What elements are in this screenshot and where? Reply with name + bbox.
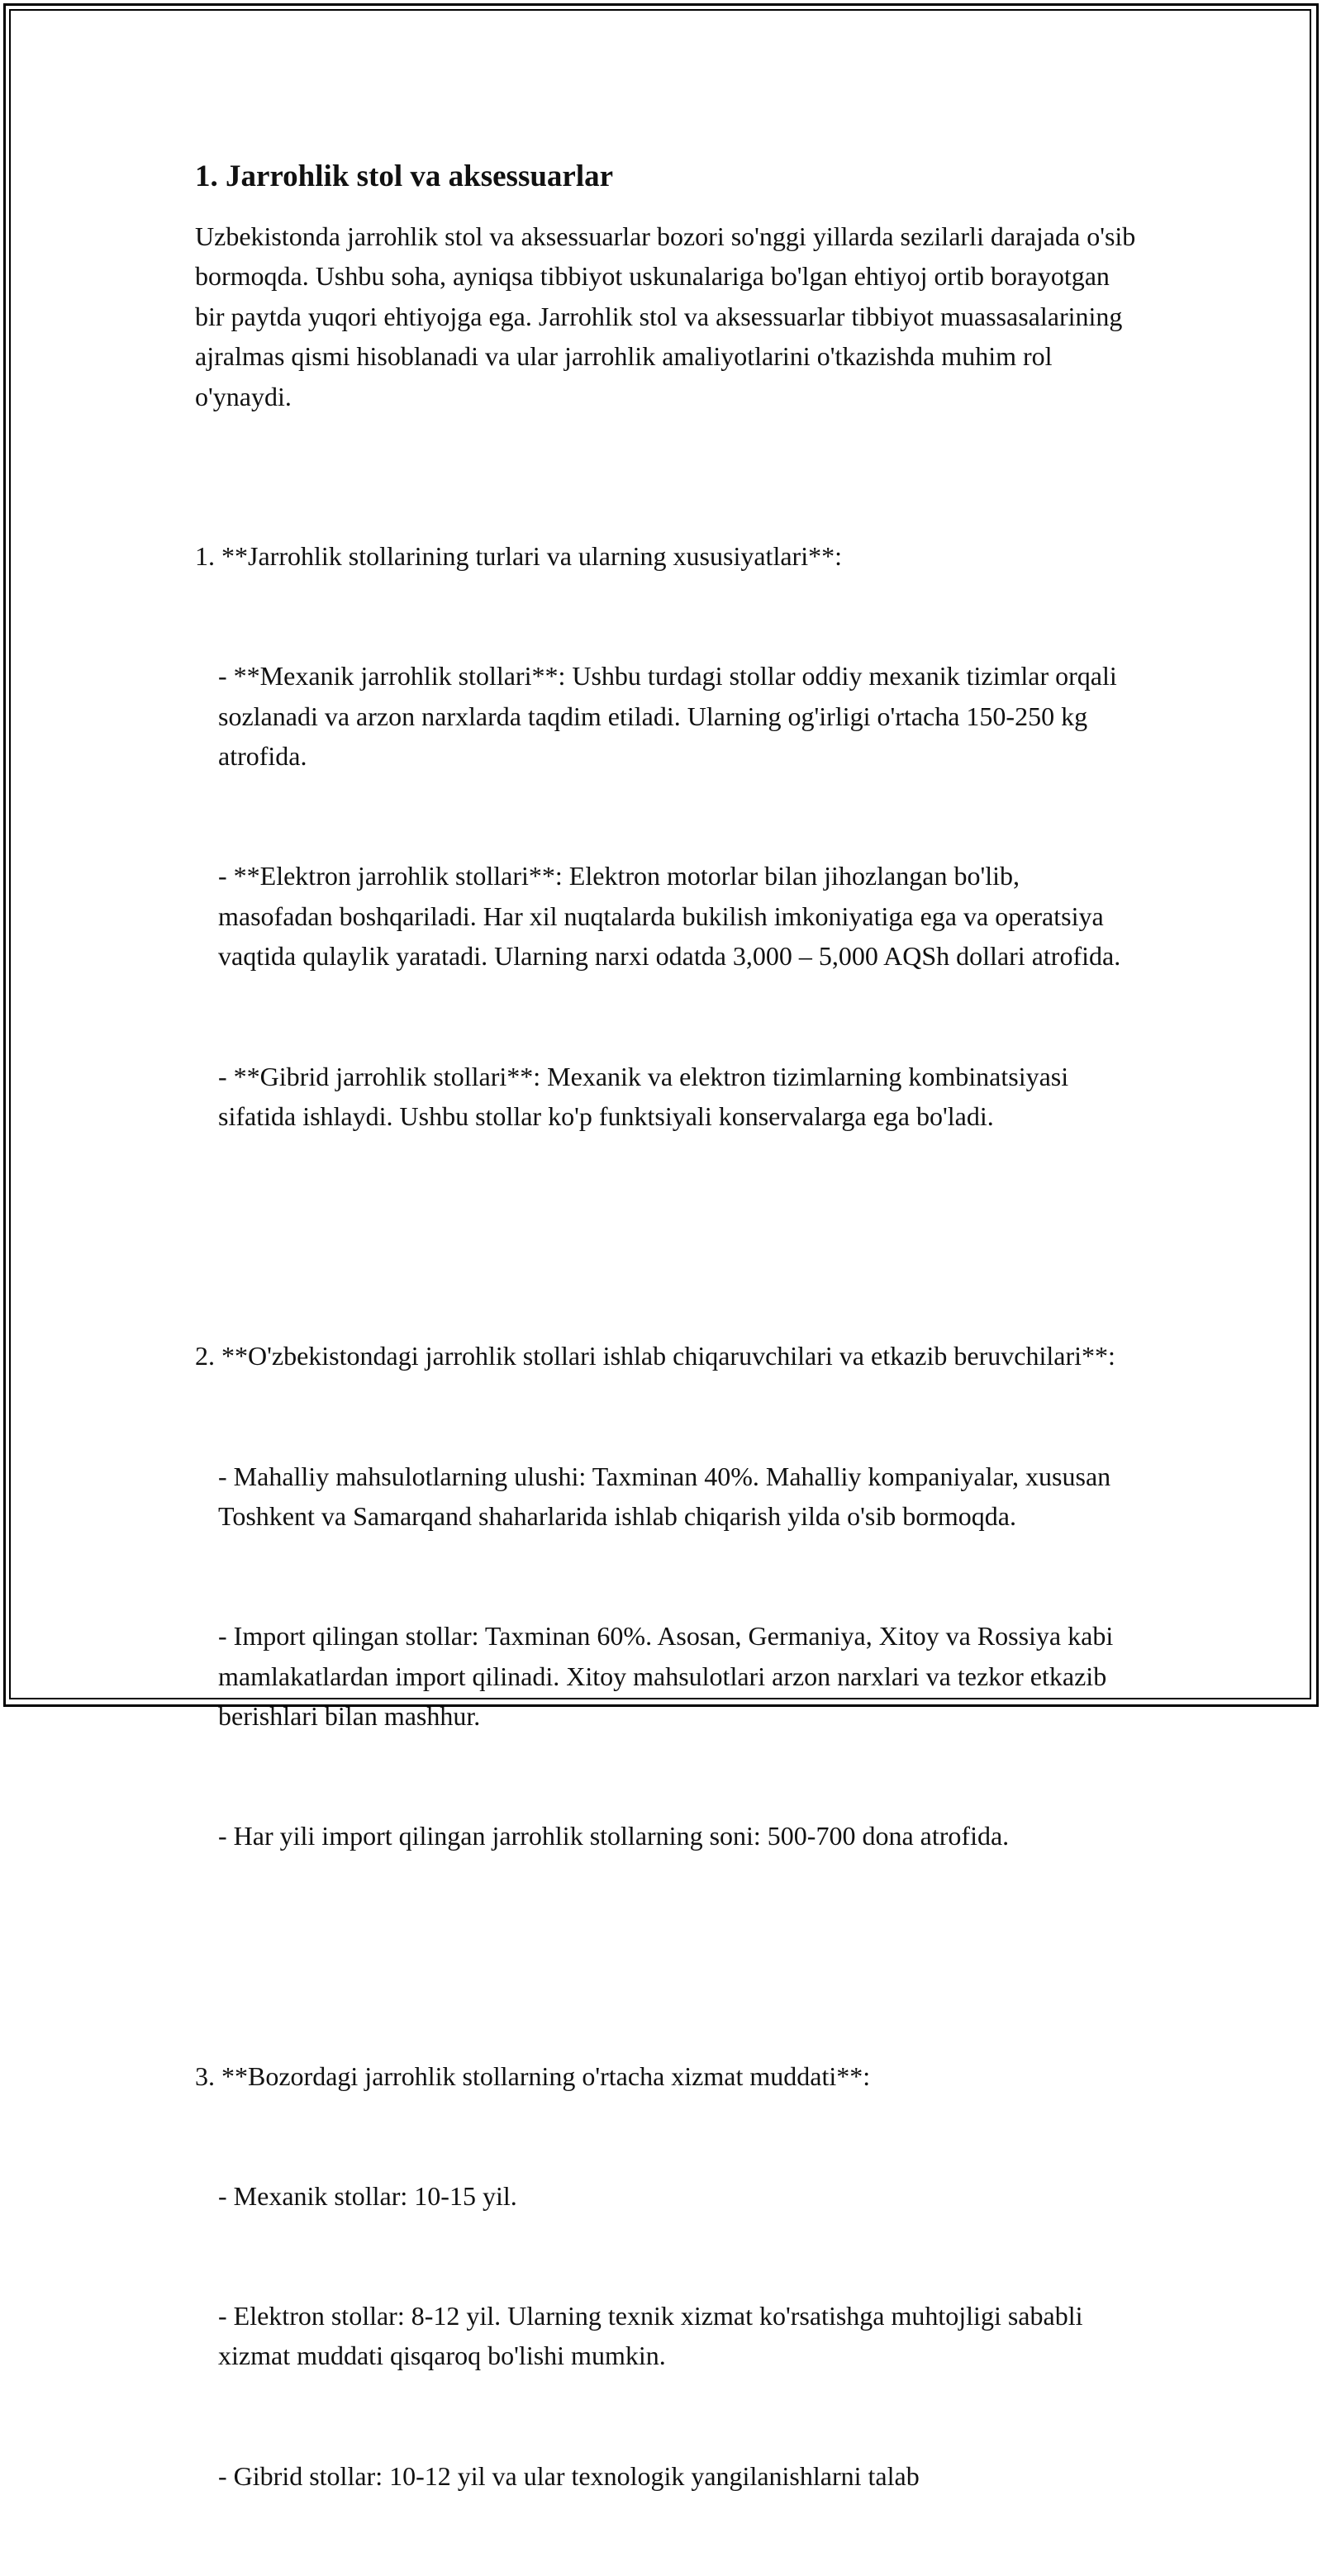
section-3-item-3: - Gibrid stollar: 10-12 yil va ular texnologik yangilanishlarni talab bbox=[218, 2460, 920, 2491]
section-3-item-2: - Elektron stollar: 8-12 yil. Ularning texnik xizmat ko'rsatishga muhtojligi sababli xizmat muddati qisqaroq bo'lishi mumkin. bbox=[218, 2301, 1090, 2371]
section-2-title: 2. **O'zbekistondagi jarrohlik stollari ishlab chiqaruvchilari va etkazib beruvchilari**: bbox=[195, 1341, 1115, 1371]
section-1 bbox=[195, 456, 1137, 1216]
section-1-item-3: - **Gibrid jarrohlik stollari**: Mexanik va elektron tizimlarning kombinatsiyasi sifatida ishlaydi. Ushbu stollar ko'p funktsiyali konservalarga ega bo'ladi. bbox=[218, 1061, 1076, 1131]
section-2 bbox=[195, 1257, 1137, 1937]
intro-paragraph: Uzbekistonda jarrohlik stol va aksessuarlar bozori so'nggi yillarda sezilarli darajada o'sib bormoqda. Ushbu soha, ayniqsa tibbiyot uskunalariga bo'lgan ehtiyoj ortib borayotgan bir paytda yuqori ehtiyojga ega. Jarrohlik stol va aksessuarlar tibbiyot muassasalarining ajralmas qismi hisoblanadi va ular jarrohlik amaliyotlarini o'tkazishda muhim rol o'ynaydi. bbox=[195, 221, 1143, 411]
section-3-title: 3. **Bozordagi jarrohlik stollarning o'rtacha xizmat muddati**: bbox=[195, 2060, 871, 2091]
section-3-item-1: - Mexanik stollar: 10-15 yil. bbox=[218, 2180, 517, 2211]
section-3 bbox=[195, 1976, 1137, 2576]
document-heading: 1. Jarrohlik stol va aksessuarlar bbox=[195, 159, 614, 193]
section-2-item-2: - Import qilingan stollar: Taxminan 60%. Asosan, Germaniya, Xitoy va Rossiya kabi mamlakatlardan import qilinadi. Xitoy mahsulotlari arzon narxlari va tezkor etkazib berishlari bilan mashhur. bbox=[218, 1621, 1120, 1731]
section-2-item-3: - Har yili import qilingan jarrohlik stollarning soni: 500-700 dona atrofida. bbox=[218, 1821, 1010, 1851]
document-body bbox=[195, 155, 1143, 2576]
section-2-item-1: - Mahalliy mahsulotlarning ulushi: Taxminan 40%. Mahalliy kompaniyalar, xususan Toshkent va Samarqand shaharlarida ishlab chiqarish yilda o'sib bormoqda. bbox=[218, 1461, 1117, 1531]
section-1-item-2: - **Elektron jarrohlik stollari**: Elektron motorlar bilan jihozlangan bo'lib, masofadan boshqariladi. Har xil nuqtalarda bukilish imkoniyatiga ega va operatsiya vaqtida qulaylik yaratadi. Ularning narxi odatda 3,000 – 5,000 AQSh dollari atrofida. bbox=[218, 861, 1121, 972]
section-1-title: 1. **Jarrohlik stollarining turlari va ularning xususiyatlari**: bbox=[195, 541, 842, 572]
section-1-item-1: - **Mexanik jarrohlik stollari**: Ushbu turdagi stollar oddiy mexanik tizimlar orqali sozlanadi va arzon narxlarda taqdim etiladi. Ularning og'irligi o'rtacha 150-250 kg atrofida. bbox=[218, 661, 1124, 772]
